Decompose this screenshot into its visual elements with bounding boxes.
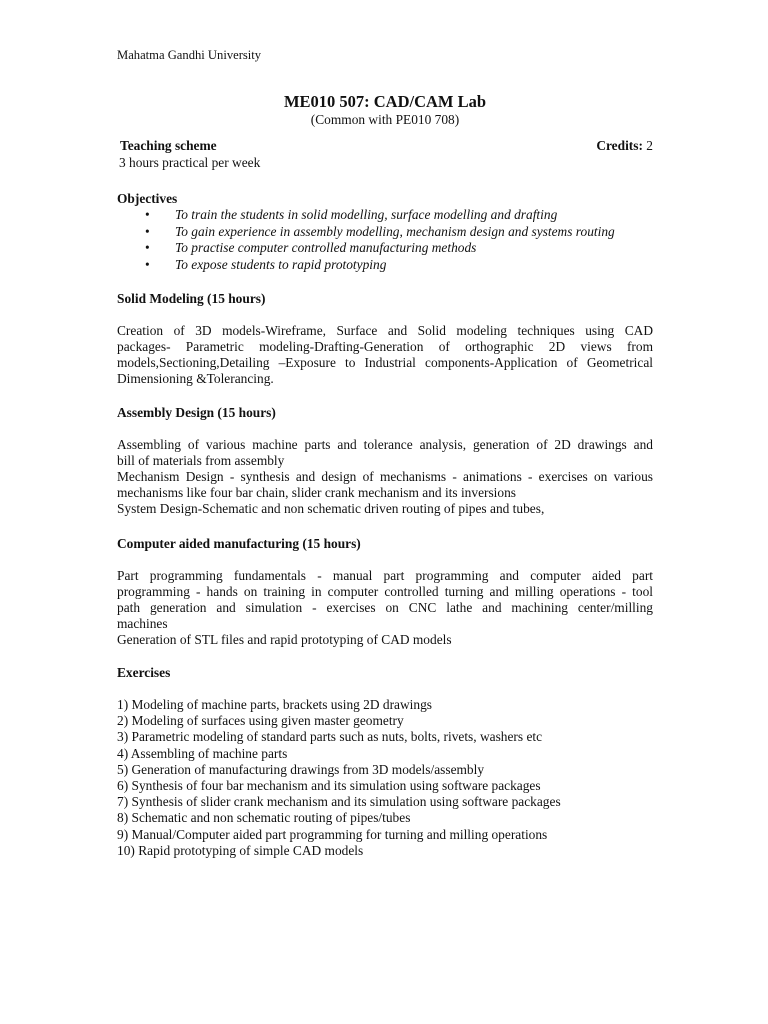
list-item: 3) Parametric modeling of standard parts such as nuts, bolts, rivets, washers etc xyxy=(117,729,543,745)
teaching-scheme-label: Teaching scheme xyxy=(120,138,217,153)
cam-heading: Computer aided manufacturing (15 hours) xyxy=(117,536,361,551)
list-item: 2) Modeling of surfaces using given master geometry xyxy=(117,713,404,729)
paragraph-line: bill of materials from assembly xyxy=(117,453,285,468)
paragraph-line: Part programming fundamentals - manual part programming and computer aided part xyxy=(117,568,653,583)
university-header: Mahatma Gandhi University xyxy=(117,48,262,62)
list-item: 8) Schematic and non schematic routing of pipes/tubes xyxy=(117,810,411,826)
paragraph-line: mechanisms like four bar chain, slider crank mechanism and its inversions xyxy=(117,485,517,500)
paragraph-line: models,Sectioning,Detailing –Exposure to Industrial components-Application of Geometrical xyxy=(117,355,653,370)
list-item: 5) Generation of manufacturing drawings from 3D models/assembly xyxy=(117,761,485,777)
paragraph-line: Mechanism Design - synthesis and design of mechanisms - animations - exercises on various xyxy=(117,469,653,484)
list-item: 10) Rapid prototyping of simple CAD models xyxy=(117,842,364,858)
exercises-list xyxy=(117,697,561,859)
list-item: • To practise computer controlled manufacturing methods xyxy=(145,240,477,255)
paragraph-line: System Design-Schematic and non schematic driven routing of pipes and tubes, xyxy=(117,501,545,516)
credits-value: 2 xyxy=(646,138,653,153)
assembly-design-body xyxy=(117,437,653,517)
list-item: 6) Synthesis of four bar mechanism and its simulation using software packages xyxy=(117,777,541,793)
list-item: 9) Manual/Computer aided part programming for turning and milling operations xyxy=(117,826,548,842)
course-subtitle: (Common with PE010 708) xyxy=(310,112,460,127)
course-title: ME010 507: CAD/CAM Lab xyxy=(283,92,487,111)
list-item: 4) Assembling of machine parts xyxy=(117,745,288,761)
bullet-icon: • xyxy=(145,240,150,255)
assembly-design-heading: Assembly Design (15 hours) xyxy=(117,405,276,420)
paragraph-line: machines xyxy=(117,616,168,631)
credits xyxy=(596,138,653,154)
solid-modeling-heading: Solid Modeling (15 hours) xyxy=(117,291,266,306)
bullet-icon: • xyxy=(145,223,150,239)
solid-modeling-body xyxy=(117,323,653,387)
paragraph-line: programming - hands on training in computer controlled turning and milling operations - tool xyxy=(117,584,653,599)
teaching-scheme-row xyxy=(117,138,653,154)
teaching-hours: 3 hours practical per week xyxy=(119,155,261,170)
list-item: • To expose students to rapid prototyping xyxy=(145,256,387,272)
list-item: 1) Modeling of machine parts, brackets using 2D drawings xyxy=(117,697,432,712)
credits-label: Credits: xyxy=(596,138,643,153)
paragraph-line: Assembling of various machine parts and tolerance analysis, generation of 2D drawings and xyxy=(117,437,653,452)
paragraph-line: packages- Parametric modeling-Drafting-Generation of orthographic 2D views from xyxy=(117,339,653,354)
list-item: • To gain experience in assembly modelling, mechanism design and systems routing xyxy=(145,223,615,239)
list-item: 7) Synthesis of slider crank mechanism and its simulation using software packages xyxy=(117,794,561,810)
list-item: • To train the students in solid modelling, surface modelling and drafting xyxy=(145,207,558,222)
objectives-list xyxy=(117,207,615,273)
paragraph-line: path generation and simulation - exercises on CNC lathe and machining center/milling xyxy=(117,600,653,615)
paragraph-line: Generation of STL files and rapid prototyping of CAD models xyxy=(117,632,452,647)
objectives-heading: Objectives xyxy=(117,191,178,206)
exercises-heading: Exercises xyxy=(117,665,171,680)
cam-body xyxy=(117,568,653,648)
paragraph-line: Creation of 3D models-Wireframe, Surface and Solid modeling techniques using CAD xyxy=(117,323,653,338)
paragraph-line: Dimensioning &Tolerancing. xyxy=(117,371,274,386)
bullet-icon: • xyxy=(145,256,150,272)
bullet-icon: • xyxy=(145,207,150,222)
